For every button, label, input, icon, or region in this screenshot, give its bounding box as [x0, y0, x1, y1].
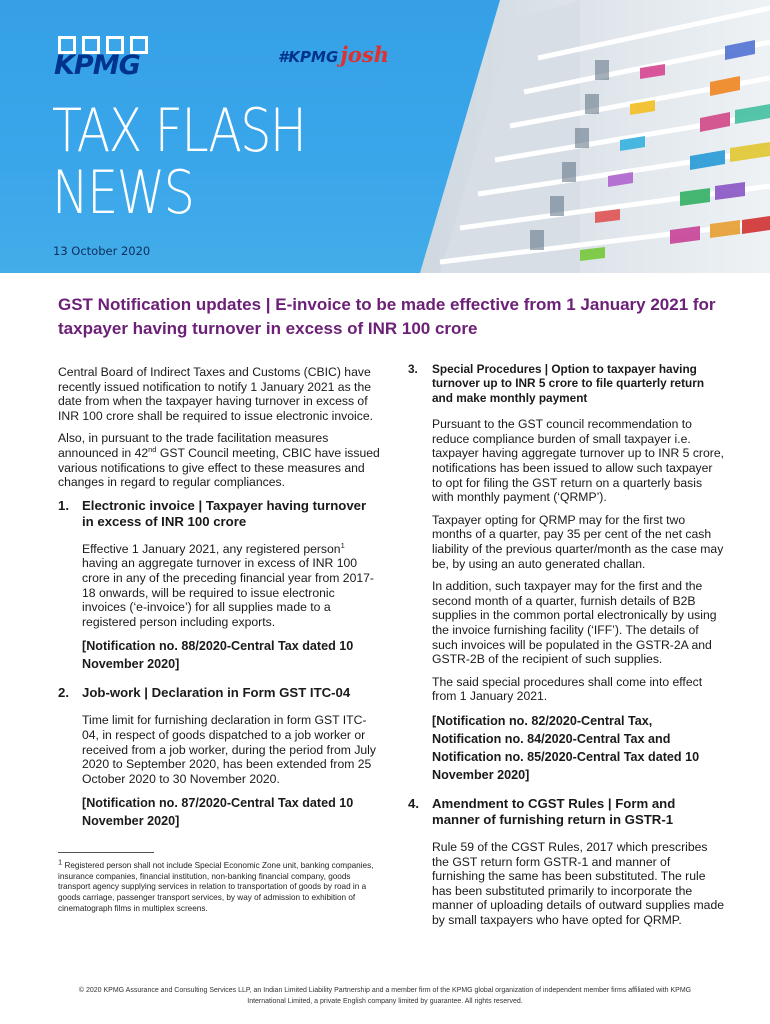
section-title: Electronic invoice | Taxpayer having turnover in excess of INR 100 crore: [82, 497, 367, 529]
section-2-notification: [Notification no. 87/2020-Central Tax dated 10 November 2020]: [82, 796, 354, 829]
banner-title: [52, 96, 306, 228]
section-title: Amendment to CGST Rules | Form and manner of furnishing return in GSTR-1: [432, 795, 676, 827]
section-3-notification: [Notification no. 82/2020-Central Tax, Notification no. 84/2020-Central Tax and Notification no. 85/2020-Central Tax dated 10 November 2020]: [432, 713, 700, 782]
section-3-heading: [408, 362, 724, 405]
kpmg-josh-logo: [278, 42, 428, 70]
section-number: 4.: [408, 795, 419, 811]
kpmg-logo-text: KPMG: [54, 50, 140, 81]
footer-line-1: © 2020 KPMG Assurance and Consulting Services LLP, an Indian Limited Liability Partnership and a member firm of the KPMG global organization of independent member firms affiliated with KPMG: [78, 987, 692, 994]
right-column: [408, 362, 724, 935]
footnote-divider: [58, 852, 154, 853]
publication-date: 13 October 2020: [53, 244, 151, 258]
page-headline: GST Notification updates | E-invoice to be made effective from 1 January 2021 for taxpayer having turnover in excess of INR 100 crore: [58, 295, 716, 338]
section-1-text-a: Effective 1 January 2021, any registered person: [82, 541, 341, 556]
section-2-heading: [58, 685, 380, 701]
intro-superscript: nd: [148, 444, 157, 454]
section-number: 3.: [408, 362, 418, 376]
intro-paragraph-1: Central Board of Indirect Taxes and Customs (CBIC) have recently issued notification to notify 1 January 2021 as the date from when the taxpayer having turnover in excess of INR 100 crore shall be required to issue electronic invoice.: [58, 365, 374, 423]
section-3-body: [408, 417, 724, 784]
section-1-paragraph: [82, 542, 380, 630]
section-1-text-b: having an aggregate turnover in excess of INR 100 crore in any of the preceding financial year from 2017-18 onwards, will be required to issue electronic invoices (‘e-invoice’) for all supplies made to a registered person including exports.: [82, 556, 374, 629]
section-number: 2.: [58, 685, 69, 701]
josh-logo-prefix: #KPMG: [278, 48, 339, 66]
footnote: [58, 857, 380, 914]
section-4-body: [408, 840, 724, 928]
section-3-paragraph-3: In addition, such taxpayer may for the first and the second month of a quarter, furnish details of B2B supplies in the common portal electronically by using the invoice furnishing facility (‘IFF’). The details of such invoices will be populated in the GSTR-2A and GSTR-2B of the recipient of such supplies.: [432, 579, 717, 667]
banner-title-line1: TAX FLASH: [52, 96, 306, 166]
intro-paragraph-2: [58, 431, 380, 489]
section-2-paragraph: Time limit for furnishing declaration in form GST ITC-04, in respect of goods dispatched to a job worker or received from a job worker, during the period from July 2020 to September 2020, has been extended from 25 October 2020 to 30 November 2020.: [82, 713, 376, 786]
section-1-notification: [Notification no. 88/2020-Central Tax dated 10 November 2020]: [82, 639, 354, 672]
section-number: 1.: [58, 497, 69, 513]
footnote-text: Registered person shall not include Special Economic Zone unit, banking companies, insurance companies, financial institution, non-banking financial company, goods transport agency supplying services in relation to transportation of goods by road in a goods carriage, passenger transport services, by way of admission to exhibition of cinematograph films in multiplex screens.: [58, 861, 374, 913]
building-photo: [380, 0, 770, 273]
section-1-heading: [58, 498, 380, 530]
section-2-body: [58, 713, 380, 830]
section-3-paragraph-4: The said special procedures shall come into effect from 1 January 2021.: [432, 674, 703, 704]
footer-line-2: International Limited, a private English company limited by guarantee. All rights reserved.: [247, 998, 523, 1005]
section-title: Job-work | Declaration in Form GST ITC-04: [82, 685, 351, 701]
section-4-paragraph: Rule 59 of the CGST Rules, 2017 which prescribes the GST return form GSTR-1 and manner of furnishing the same has been substituted. The rule has been substituted primarily to incorporate the manner of uploading details of outward supplies made by small taxpayers who have opted for QRMP.: [432, 839, 725, 927]
section-3-paragraph-1: Pursuant to the GST council recommendation to reduce compliance burden of small taxpayer i.e. taxpayer having aggregate turnover up to INR 5 crore, notifications has been issued to allow such taxpayer to opt for filing the GST return on a quarterly basis with monthly payment (‘QRMP’).: [432, 417, 724, 505]
section-title: Special Procedures | Option to taxpayer having turnover up to INR 5 crore to file quarterly return and make monthly payment: [432, 362, 705, 405]
section-3-paragraph-2: Taxpayer opting for QRMP may for the first two months of a quarter, pay 35 per cent of the net cash liability of the previous quarter/month as the case may be, by using an auto generated challan.: [432, 512, 724, 571]
copyright-footer: [60, 985, 710, 1007]
kpmg-logo: [52, 34, 160, 82]
header-banner: [0, 0, 770, 273]
left-column: [58, 365, 380, 914]
section-4-heading: [408, 796, 724, 828]
section-1-body: [58, 542, 380, 674]
intro-text-a: Also, in pursuant to the trade facilitation measures announced in 42: [58, 431, 329, 460]
banner-title-line2: NEWS: [52, 158, 194, 228]
footnote-ref: 1: [340, 540, 345, 550]
intro-text-b: GST Council meeting, CBIC have issued various notifications to give effect to these measures and changes in regard to regular compliances.: [58, 445, 380, 490]
footnote-number: 1: [58, 857, 63, 867]
josh-logo-word: josh: [340, 42, 389, 67]
